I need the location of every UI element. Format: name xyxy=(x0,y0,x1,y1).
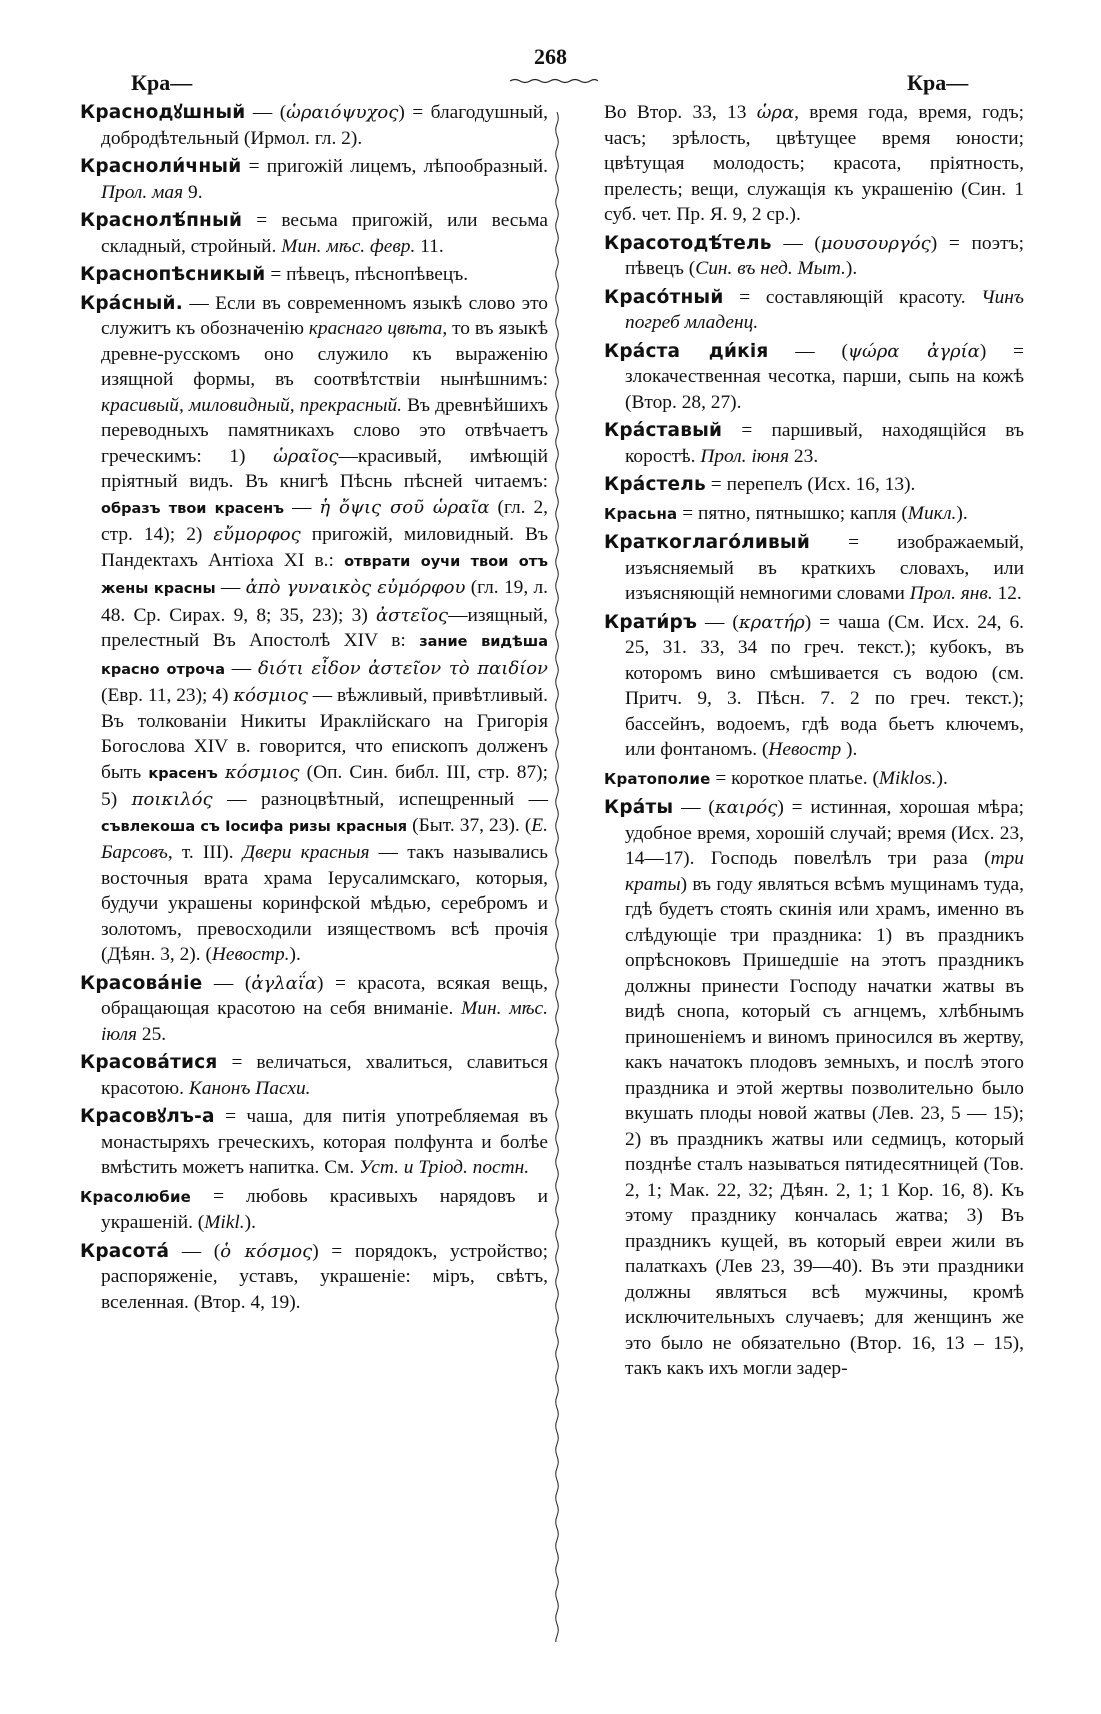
entry-headword: Кратополие xyxy=(604,769,711,788)
citation-italic: Miklos. xyxy=(878,767,937,789)
definition-text: ) = поэтъ; пѣвецъ ( xyxy=(625,232,1025,279)
running-head-right: Кра— xyxy=(907,70,969,95)
left-column xyxy=(80,100,548,1318)
definition-text: Въ древнѣйшихъ переводныхъ памятникахъ слово это отвѣчаетъ греческимъ: 1) xyxy=(101,394,548,467)
citation-italic: Мин. мѣс. февр. xyxy=(281,235,416,257)
entry-headword: Краснопѣсникый xyxy=(80,264,266,285)
definition-text: , время года, время, годъ; часъ; зрѣлость, цвѣтущее время юности; цвѣтущая молодость; красота, пріятность, прелесть; вещи, служащія къ украшенію (Син. 1 суб. чет. Пр. Я. 9, 2 ср.). xyxy=(604,102,1024,225)
definition-text: = короткое платье. ( xyxy=(710,767,879,789)
definition-text: 23. xyxy=(789,445,819,467)
citation-italic: Невостр xyxy=(768,739,842,760)
definition-text: ) = благодушный, добродѣтельный (Ирмол. гл. 2). xyxy=(101,102,548,149)
dictionary-entry xyxy=(604,285,1024,336)
dictionary-entry xyxy=(80,1050,548,1101)
definition-text: = составляющій красоту. xyxy=(723,286,982,308)
definition-text: = изображаемый, изъясняемый въ краткихъ словахъ, или изъясняющій немногими словами xyxy=(625,532,1024,604)
greek-term: ὡραιόψυχος xyxy=(286,102,399,123)
entry-headword: Кра́ста ди́кія xyxy=(604,340,769,362)
definition-text: — ( xyxy=(202,972,252,994)
page-number: 268 xyxy=(534,44,567,69)
definition-text: ) = истинная, хорошая мѣра; удобное время, хорошій случай; время (Исх. 23, 14—17). Господь повелѣлъ три раза ( xyxy=(625,797,1025,869)
greek-term: ψώρα ἀγρία xyxy=(847,340,980,362)
definition-text: 25. xyxy=(137,1023,167,1045)
entry-headword: Красотодѣ́тель xyxy=(604,232,772,254)
definition-text: = чаша, для питія употребляемая въ монастыряхъ греческихъ, которая полфунта и болѣе вмѣстить можетъ напитка. См. xyxy=(101,1106,548,1178)
definition-text: ). xyxy=(936,767,948,789)
definition-text: — ( xyxy=(245,102,287,123)
greek-term: ἀγλαΐα xyxy=(251,972,318,994)
citation-italic: Двери красныя xyxy=(242,842,370,863)
dictionary-entry xyxy=(604,339,1024,416)
entry-headword: Краснодꙋшный xyxy=(80,102,246,123)
dictionary-entry xyxy=(604,795,1024,1382)
definition-text: — ( xyxy=(169,1240,221,1262)
citation-italic: Невостр. xyxy=(211,944,290,965)
definition-text: (гл. 2, стр. 14); 2) xyxy=(101,496,548,545)
greek-term: μουσουργός xyxy=(820,232,931,254)
dictionary-entry xyxy=(80,208,548,259)
citation-italic: Е. Барсовъ xyxy=(101,814,548,863)
definition-text: (Быт. 37, 23). ( xyxy=(407,814,532,836)
dictionary-entry xyxy=(80,100,548,151)
definition-text: —изящный, прелестный Въ Апостолѣ XIV в: xyxy=(101,604,548,651)
definition-text: — ( xyxy=(673,797,715,818)
definition-text: , т. III). xyxy=(167,842,243,863)
entry-headword: Красова́тися xyxy=(80,1052,218,1073)
entry-headword: Красноли́чный xyxy=(80,156,242,177)
dictionary-entry xyxy=(604,418,1024,469)
entry-headword: Красьна xyxy=(604,504,678,523)
citation-italic: Микл. xyxy=(907,502,957,524)
entry-headword: Красовꙋлъ-а xyxy=(80,1106,215,1127)
definition-text: ) = красота, всякая вещь, обращающая красотою на себя вниманіе. xyxy=(101,972,548,1019)
greek-term: ἀστεῖος xyxy=(376,604,449,626)
dictionary-entry xyxy=(80,1104,548,1181)
entry-headword: Крати́ръ xyxy=(604,611,698,633)
definition-text: (Евр. 11, 23); 4) xyxy=(101,685,234,706)
dictionary-entry xyxy=(80,291,548,968)
dictionary-entry xyxy=(80,1184,548,1236)
dictionary-entry xyxy=(80,262,548,288)
definition-text: — ( xyxy=(697,611,739,633)
definition-text: (гл. 19, л. 48. Ср. Сирах. 9, 8; 35, 23); 3) xyxy=(101,577,548,626)
column-divider xyxy=(554,112,560,1642)
greek-term: κόσμιος xyxy=(233,685,308,706)
greek-term: ποικιλός xyxy=(131,789,213,810)
entry-headword: Краткоглаго́ливый xyxy=(604,532,811,553)
dictionary-entry xyxy=(604,610,1024,763)
definition-text: —красивый, имѣющій пріятный видъ. Въ книгѣ Пѣснь пѣсней читаемъ: xyxy=(101,445,548,492)
citation-italic: три краты xyxy=(625,848,1024,895)
definition-text: — вѣжливый, привѣтливый. Въ толкованіи Никиты Ираклійскаго на Григорія Богослова XIV в. говорится, что епископъ долженъ быть xyxy=(101,685,548,783)
definition-text: = пѣвецъ, пѣснопѣвецъ. xyxy=(265,264,469,285)
greek-term: κρατήρ xyxy=(738,611,805,633)
citation-italic: Прол. мая xyxy=(101,181,184,203)
entry-headword: Кра́ставый xyxy=(604,420,723,441)
definition-text: , то въ языкѣ древне-русскомъ оно служило къ выраженію изящной формы, въ соотвѣтствіи нынѣшнимъ: xyxy=(101,318,548,390)
definition-text: = пятно, пятнышко; капля ( xyxy=(677,502,908,524)
dictionary-entry xyxy=(604,472,1024,498)
dictionary-entry xyxy=(80,971,548,1048)
entry-headword: Кра́стель xyxy=(604,474,706,495)
slavonic-quote: съвлекоша съ Іосифа ризы красныя xyxy=(101,818,408,835)
definition-text: = паршивый, находящійся въ коростѣ. xyxy=(625,420,1024,467)
definition-text: — xyxy=(215,577,246,598)
definition-text: = весьма пригожій, или весьма складный, стройный. xyxy=(101,210,548,257)
definition-text: = пригожій лицемъ, лѣпообразный. xyxy=(241,156,548,177)
definition-text: ). xyxy=(841,739,858,760)
dictionary-entry xyxy=(604,530,1024,607)
right-column xyxy=(604,100,1024,1385)
greek-term: κόσμιος xyxy=(224,761,300,783)
citation-italic: Мин. мѣс. іюля xyxy=(101,998,549,1045)
slavonic-quote: отврати оучи твои отъ жены красны xyxy=(101,553,549,597)
definition-text: 12. xyxy=(992,583,1022,604)
definition-text: пригожій, миловидный. Въ Пандектахъ Антіоха XI в.: xyxy=(101,524,548,571)
citation-italic: Mikl. xyxy=(204,1212,245,1233)
greek-term: διότι εἶδον ἀστεῖον τὸ παιδίον xyxy=(257,657,548,679)
greek-term: ἀπὸ γυναικὸς εὐμόρφου xyxy=(245,577,466,598)
citation-italic: Чинъ погреб младенц. xyxy=(625,286,1024,333)
definition-text: ) = злокачественная чесотка, парши, сыпь на кожѣ (Втор. 28, 27). xyxy=(625,340,1024,413)
citation-italic: Син. въ нед. Мыт. xyxy=(695,258,846,279)
dictionary-entry xyxy=(80,1239,548,1316)
dictionary-entry xyxy=(80,154,548,205)
definition-text: ). xyxy=(845,258,858,279)
definition-text: ). xyxy=(289,944,301,965)
slavonic-quote: зание видѣша красно отроча xyxy=(101,634,548,678)
entry-headword: Кра́сный. xyxy=(80,292,183,314)
greek-term: ὡρα xyxy=(756,102,795,123)
definition-text: = любовь красивыхъ нарядовъ и украшеній. ( xyxy=(101,1185,548,1233)
slavonic-quote: красенъ xyxy=(148,765,218,782)
definition-text: — Если въ современномъ языкѣ слово это служитъ къ обозначенію xyxy=(101,292,548,339)
greek-term: ὡραῖος xyxy=(273,445,339,467)
definition-text: Во Втор. 33, 13 xyxy=(604,102,757,123)
greek-term: ὁ κόσμος xyxy=(220,1240,313,1262)
greek-term: ἡ ὄψις σοῦ ὡραῖα xyxy=(319,496,490,518)
definition-text: ) въ году являться всѣмъ мущинамъ туда, гдѣ будетъ стоять скинія или храмъ, именно въ слѣдующіе три праздника: 1) въ праздникъ опрѣсноковъ Пришедшіе на этотъ праздникъ должны принести Господу начатки жатвы въ видѣ снопа, который съ агнцемъ, хлѣбнымъ приношеніемъ и виномъ приносился въ жертву, какъ начатокъ плодовъ земныхъ, и послѣ этого праздника и этой жертвы позволительно было вкушать плоды новой жатвы (Лев. 23, 5 — 15); 2) въ праздникъ жатвы или седмицъ, который позднѣе сталъ называться пятидесятницей (Тов. 2, 1; Мак. 22, 32; Дѣян. 2, 1; 1 Кор. 16, 8). Къ этому празднику кончалась жатва; 3) Въ праздникъ кущей, въ который евреи жили въ палаткахъ (Лев 23, 39—40). Въ эти праздники должны являться всѣ мужчины, кромѣ исключительныхъ случаевъ; для женщинъ же это было не обязательно (Втор. 16, 13 – 15), такъ какъ ихъ могли задер- xyxy=(625,873,1024,1379)
definition-text: 11. xyxy=(415,235,444,257)
entry-headword: Красо́тный xyxy=(604,286,724,308)
definition-text: = перепелъ (Исх. 16, 13). xyxy=(705,474,916,495)
definition-text: ). xyxy=(956,502,968,524)
definition-text: — такъ назывались восточныя врата храма Іерусалимскаго, которыя, будучи украшены коринфской мѣдью, серебромъ и золотомъ, превосходили изяществомъ всѣ прочія (Дѣян. 3, 2). ( xyxy=(101,842,548,965)
definition-text: = величаться, хвалиться, славиться красотою. xyxy=(101,1052,548,1099)
dictionary-entry xyxy=(604,766,1024,793)
entry-headword: Красолюбие xyxy=(80,1187,192,1206)
definition-text: ). xyxy=(244,1212,256,1233)
definition-text: — xyxy=(284,496,320,518)
definition-text: ) = чаша (См. Исх. 24, 6. 25, 31. 33, 34 по греч. текст.); кубокъ, въ которомъ вино смѣшивается съ водою (см. Притч. 9, 3. Пѣсн. 7. 2 по греч. текст.); бассейнъ, водоемъ, гдѣ вода бьетъ ключемъ, или фонтаномъ. ( xyxy=(625,611,1024,760)
citation-italic: Прол. іюня xyxy=(700,445,790,467)
greek-term: εὔμορφος xyxy=(213,524,301,545)
slavonic-quote: образъ твои красенъ xyxy=(101,500,284,517)
dictionary-entry xyxy=(604,501,1024,528)
page-number-rule xyxy=(510,78,598,84)
definition-text: 9. xyxy=(183,181,203,203)
definition-text: — ( xyxy=(771,232,821,254)
citation-italic: Канонъ Пасхи. xyxy=(188,1077,311,1099)
entry-continuation xyxy=(604,100,1024,228)
citation-italic: красивый, миловидный, прекрасный. xyxy=(101,394,403,416)
running-head-left: Кра— xyxy=(131,70,193,95)
entry-headword: Красова́ніе xyxy=(80,972,203,994)
dictionary-entry xyxy=(604,231,1024,282)
citation-italic: Уст. и Тріод. постн. xyxy=(359,1157,530,1178)
entry-headword: Краснолѣ́пный xyxy=(80,210,243,231)
definition-text: — xyxy=(225,657,258,679)
definition-text: ) = порядокъ, устройство; распоряженіе, уставъ, украшеніе: міръ, свѣтъ, вселенная. (Втор. 4, 19). xyxy=(101,1240,549,1313)
citation-italic: краснаго цвѣта xyxy=(308,318,443,339)
definition-text xyxy=(218,762,225,783)
entry-headword: Красота́ xyxy=(80,1240,170,1262)
definition-text: (Оп. Син. библ. III, стр. 87); 5) xyxy=(101,761,548,810)
entry-headword: Кра́ты xyxy=(604,797,674,818)
definition-text: — разноцвѣтный, испещренный — xyxy=(212,789,548,810)
citation-italic: Прол. янв. xyxy=(909,583,993,604)
definition-text: — ( xyxy=(768,340,848,362)
greek-term: καιρός xyxy=(714,797,778,818)
